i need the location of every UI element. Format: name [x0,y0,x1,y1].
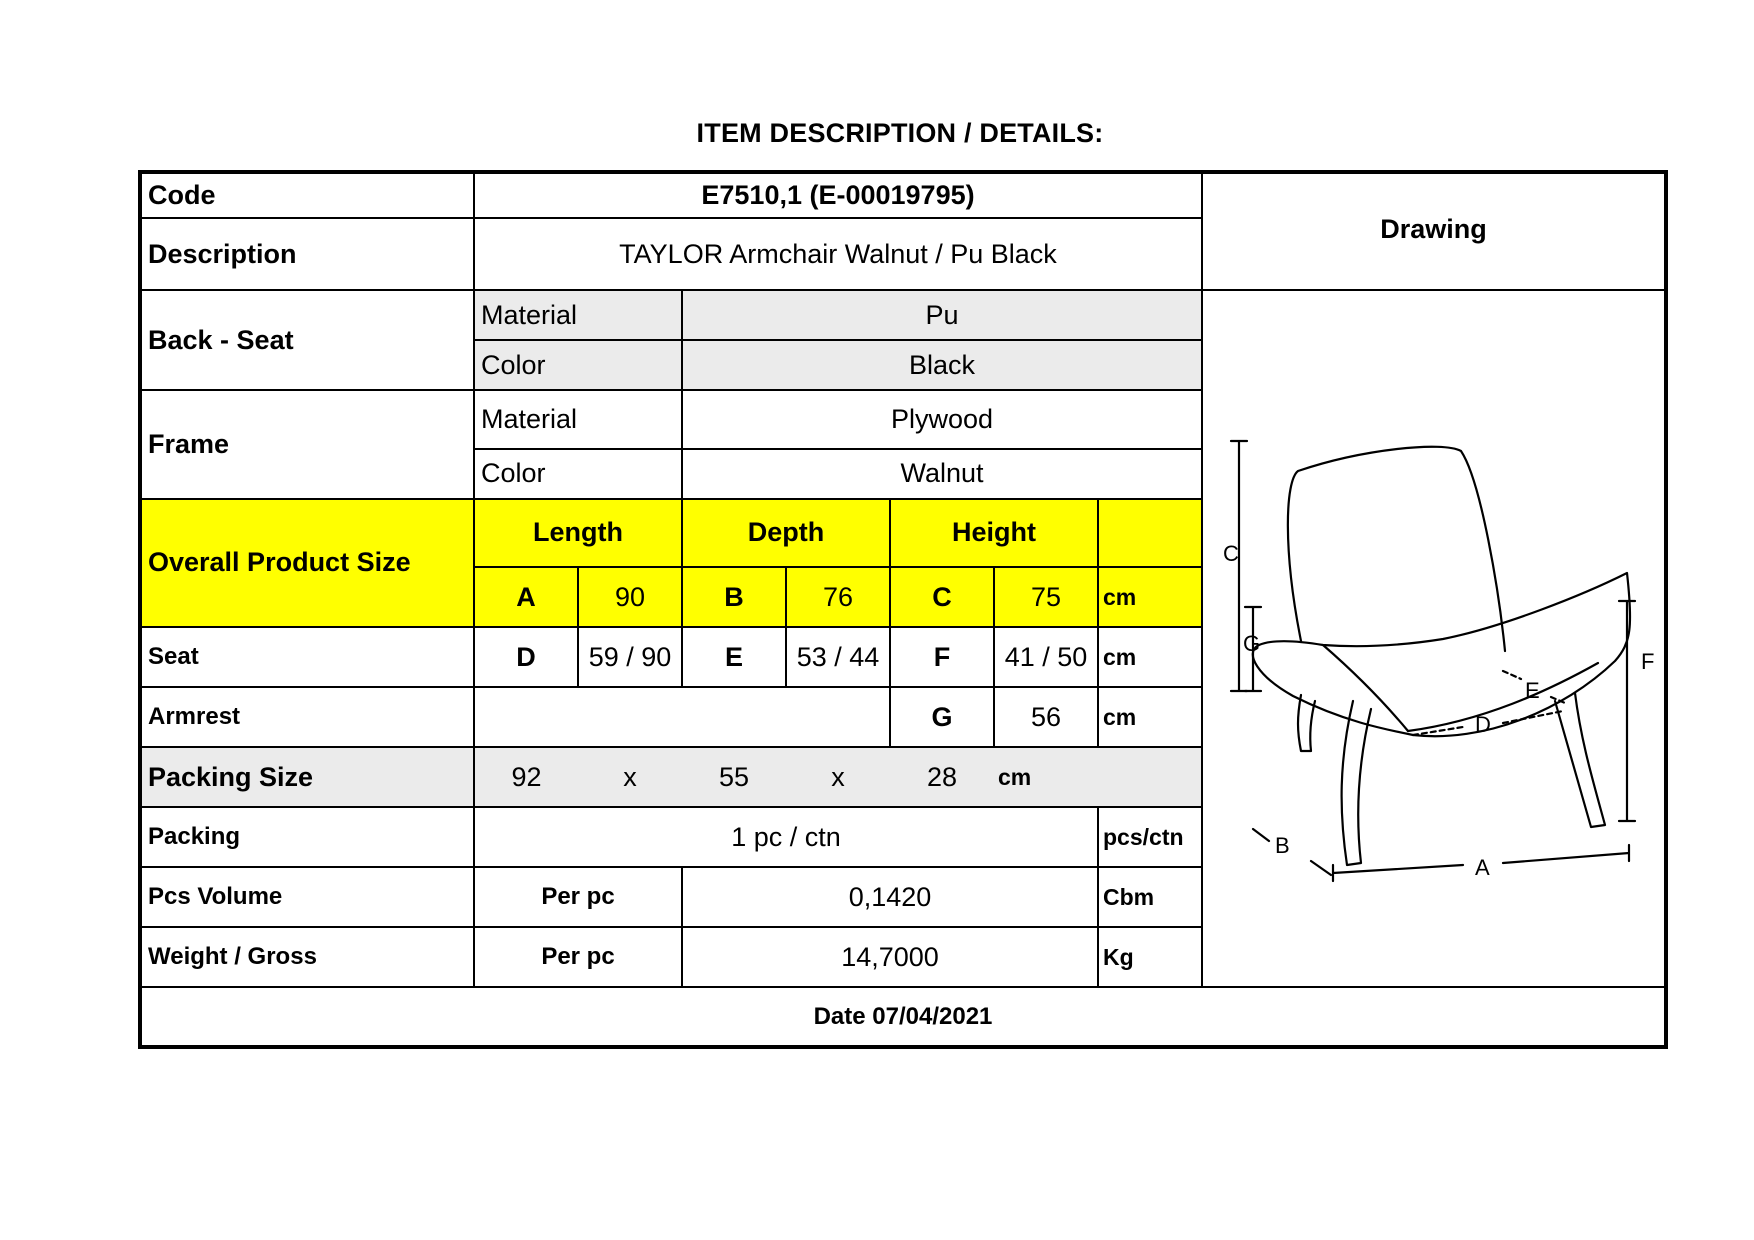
dim-a-letter: A [474,567,578,627]
dim-label-g: G [1243,631,1261,656]
dim-e-letter: E [682,627,786,687]
dim-e-value: 53 / 44 [786,627,890,687]
frame-material-label: Material [474,390,682,449]
dim-label-f: F [1641,649,1655,674]
row-back-seat-material [140,290,1666,340]
packing-unit: pcs/ctn [1098,807,1202,867]
overall-unit: cm [1098,567,1202,627]
armrest-unit: cm [1098,687,1202,747]
frame-color-label: Color [474,449,682,499]
chair-seat-inner [1323,645,1408,731]
frame-color-value: Walnut [682,449,1202,499]
armrest-label: Armrest [140,687,474,747]
dim-g-letter: G [890,687,994,747]
dim-label-c: C [1223,541,1239,566]
weight-per: Per pc [474,927,682,987]
page-title: ITEM DESCRIPTION / DETAILS: [696,118,1104,148]
drawing-header: Drawing [1202,172,1666,290]
back-seat-material-value: Pu [682,290,1202,340]
dim-label-b: B [1275,833,1290,858]
packing-size-label: Packing Size [140,747,474,807]
weight-label: Weight / Gross [140,927,474,987]
packing-label: Packing [140,807,474,867]
pcs-volume-unit: Cbm [1098,867,1202,927]
code-value: E7510,1 (E-00019795) [474,172,1202,218]
packing-size-unit: cm [994,747,1098,807]
armchair-drawing [1203,291,1666,979]
height-header: Height [890,499,1098,568]
weight-value: 14,7000 [682,927,1098,987]
dim-g-value: 56 [994,687,1098,747]
dim-a-value: 90 [578,567,682,627]
dim-label-d: D [1475,712,1491,737]
row-footer [140,987,1666,1047]
drawing-cell [1202,290,1666,987]
description-label: Description [140,218,474,290]
packing-size-blank [1098,747,1202,807]
packing-size-x2: x [786,747,890,807]
dim-c-letter: C [890,567,994,627]
seat-label: Seat [140,627,474,687]
spec-sheet-table [138,170,1668,1049]
code-label: Code [140,172,474,218]
overall-header-blank [1098,499,1202,568]
chair-backrest [1288,447,1505,651]
pcs-volume-per: Per pc [474,867,682,927]
chair-leg-front-left [1342,701,1371,865]
back-seat-material-label: Material [474,290,682,340]
back-seat-color-label: Color [474,340,682,390]
chair-leg-front-right [1555,693,1605,827]
dim-d-letter: D [474,627,578,687]
packing-size-height: 28 [890,747,994,807]
pcs-volume-value: 0,1420 [682,867,1098,927]
overall-size-label: Overall Product Size [140,499,474,628]
armrest-blank [474,687,890,747]
weight-unit: Kg [1098,927,1202,987]
pcs-volume-label: Pcs Volume [140,867,474,927]
dim-b-value: 76 [786,567,890,627]
dim-b-letter: B [682,567,786,627]
dim-label-a: A [1475,855,1490,880]
frame-material-value: Plywood [682,390,1202,449]
dim-f-value: 41 / 50 [994,627,1098,687]
dim-label-e: E [1525,678,1540,703]
depth-header: Depth [682,499,890,568]
packing-size-x1: x [578,747,682,807]
packing-value: 1 pc / ctn [474,807,1098,867]
back-seat-color-value: Black [682,340,1202,390]
dim-f-letter: F [890,627,994,687]
dim-line-b [1253,829,1331,875]
row-code [140,172,1666,218]
description-value: TAYLOR Armchair Walnut / Pu Black [474,218,1202,290]
dim-line-f [1619,601,1635,821]
back-seat-label: Back - Seat [140,290,474,390]
chair-seat-shell [1253,573,1630,736]
seat-unit: cm [1098,627,1202,687]
dim-d-value: 59 / 90 [578,627,682,687]
packing-size-width: 55 [682,747,786,807]
dim-c-value: 75 [994,567,1098,627]
packing-size-length: 92 [474,747,578,807]
footer-date: Date 07/04/2021 [140,987,1666,1047]
length-header: Length [474,499,682,568]
frame-label: Frame [140,390,474,499]
